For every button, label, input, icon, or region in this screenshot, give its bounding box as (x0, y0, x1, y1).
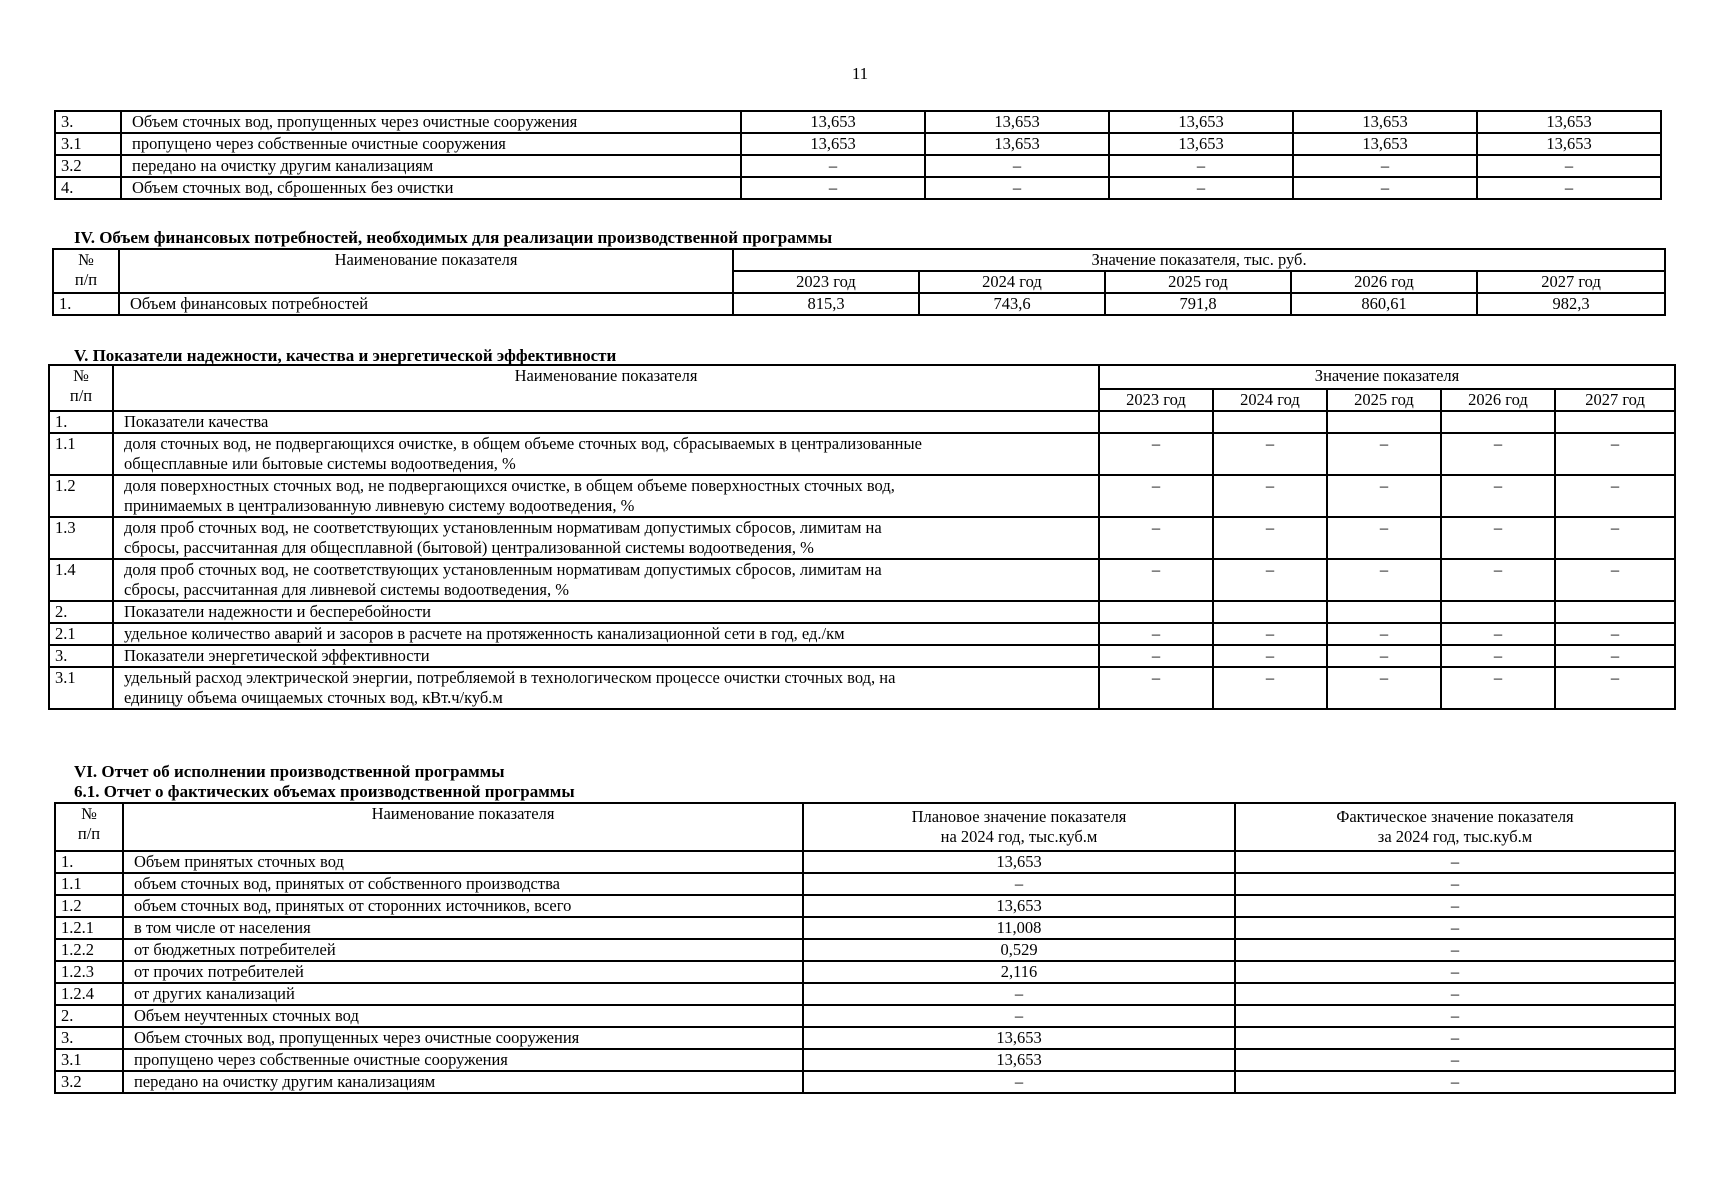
row-name-line2: принимаемых в централизованную ливневую систему водоотведения, % (124, 496, 635, 515)
year-header: 2026 год (1291, 271, 1477, 293)
row-number: 1.2 (49, 475, 113, 517)
row-value: – (1099, 475, 1213, 517)
table-row (55, 155, 1661, 177)
row-name-line1: доля проб сточных вод, не соответствующих установленным нормативам допустимых сбросов, лимитам на (124, 518, 882, 537)
row-name: Объем сточных вод, пропущенных через очистные сооружения (121, 111, 741, 133)
year-header: 2023 год (733, 271, 919, 293)
row-number: 1.1 (55, 873, 123, 895)
row-name (113, 433, 1099, 475)
row-value: 13,653 (925, 133, 1109, 155)
row-value (1327, 601, 1441, 623)
row-number: 3. (55, 1027, 123, 1049)
header-plan (803, 803, 1235, 851)
table-row (49, 559, 1675, 601)
row-value: 13,653 (1293, 111, 1477, 133)
section-6-1-title: 6.1. Отчет о фактических объемах производственной программы (74, 782, 575, 801)
row-plan: 13,653 (803, 895, 1235, 917)
row-fact: – (1235, 961, 1675, 983)
table-row (55, 1027, 1675, 1049)
row-value: 13,653 (1477, 111, 1661, 133)
row-plan: – (803, 1005, 1235, 1027)
row-name: передано на очистку другим канализациям (121, 155, 741, 177)
row-plan: – (803, 873, 1235, 895)
row-value: 13,653 (1109, 133, 1293, 155)
row-value: 13,653 (741, 111, 925, 133)
row-value: – (1555, 517, 1675, 559)
row-name: Объем сточных вод, пропущенных через очистные сооружения (123, 1027, 803, 1049)
header-num-line2: п/п (77, 824, 101, 843)
row-value: – (1441, 433, 1555, 475)
row-value: – (1099, 667, 1213, 709)
header-num (55, 803, 123, 851)
row-name-line2: сбросы, рассчитанная для общесплавной (бытовой) централизованной системы водоотведения, % (124, 538, 814, 557)
row-value (1213, 411, 1327, 433)
row-fact: – (1235, 1071, 1675, 1093)
row-fact: – (1235, 1005, 1675, 1027)
row-value: – (1213, 623, 1327, 645)
row-number: 1.2.4 (55, 983, 123, 1005)
row-value (1441, 411, 1555, 433)
table-row (55, 111, 1661, 133)
row-value: – (1441, 559, 1555, 601)
row-name: пропущено через собственные очистные сооружения (123, 1049, 803, 1071)
row-name-line1: доля проб сточных вод, не соответствующих установленным нормативам допустимых сбросов, лимитам на (124, 560, 882, 579)
row-name (113, 411, 1099, 433)
table-row (49, 645, 1675, 667)
row-name-line2: общесплавные или бытовые системы водоотведения, % (124, 454, 516, 473)
row-name-line2: единицу объема очищаемых сточных вод, кВт.ч/куб.м (124, 688, 503, 707)
header-name: Наименование показателя (113, 365, 1099, 411)
row-value: 815,3 (733, 293, 919, 315)
row-value: – (1555, 559, 1675, 601)
row-value: – (1477, 155, 1661, 177)
row-value: 13,653 (1477, 133, 1661, 155)
table-row (55, 939, 1675, 961)
row-name: Объем сточных вод, сброшенных без очистки (121, 177, 741, 199)
row-value: – (1099, 645, 1213, 667)
row-number: 3.1 (49, 667, 113, 709)
row-number: 2.1 (49, 623, 113, 645)
row-value: – (1555, 475, 1675, 517)
table-row (55, 133, 1661, 155)
row-plan: 13,653 (803, 1049, 1235, 1071)
row-fact: – (1235, 1027, 1675, 1049)
row-value: – (1441, 667, 1555, 709)
row-plan: 0,529 (803, 939, 1235, 961)
row-fact: – (1235, 851, 1675, 873)
row-value: – (1213, 433, 1327, 475)
row-number: 1.2.2 (55, 939, 123, 961)
row-number: 3.2 (55, 1071, 123, 1093)
row-value: – (1293, 177, 1477, 199)
header-plan-line1: Плановое значение показателя (911, 807, 1127, 826)
row-name: передано на очистку другим канализациям (123, 1071, 803, 1093)
header-num-line2: п/п (69, 386, 93, 405)
row-name (113, 475, 1099, 517)
header-name: Наименование показателя (123, 803, 803, 851)
header-plan-line2: на 2024 год, тыс.куб.м (940, 827, 1098, 846)
row-value: – (1213, 645, 1327, 667)
row-plan: 11,008 (803, 917, 1235, 939)
row-fact: – (1235, 895, 1675, 917)
row-name-line1: доля поверхностных сточных вод, не подвергающихся очистке, в общем объеме поверхностных сточных вод, (124, 476, 895, 495)
row-name (113, 667, 1099, 709)
row-name-line1: Показатели энергетической эффективности (124, 646, 430, 665)
row-value: – (1213, 475, 1327, 517)
row-value (1099, 411, 1213, 433)
row-name (113, 623, 1099, 645)
row-value: – (1555, 667, 1675, 709)
row-name: пропущено через собственные очистные сооружения (121, 133, 741, 155)
row-value: – (1477, 177, 1661, 199)
row-name: от других канализаций (123, 983, 803, 1005)
row-value: – (1213, 667, 1327, 709)
row-value: – (1109, 177, 1293, 199)
section-5-title: V. Показатели надежности, качества и энергетической эффективности (74, 346, 617, 365)
row-value: – (925, 177, 1109, 199)
row-value: – (1555, 433, 1675, 475)
row-number: 2. (55, 1005, 123, 1027)
table-row (55, 851, 1675, 873)
year-header: 2024 год (919, 271, 1105, 293)
row-value: 791,8 (1105, 293, 1291, 315)
row-plan: – (803, 983, 1235, 1005)
row-name: Объем неучтенных сточных вод (123, 1005, 803, 1027)
row-plan: 13,653 (803, 1027, 1235, 1049)
row-name: от бюджетных потребителей (123, 939, 803, 961)
year-header: 2025 год (1327, 389, 1441, 411)
row-number: 1.4 (49, 559, 113, 601)
row-value: – (1213, 517, 1327, 559)
year-header: 2024 год (1213, 389, 1327, 411)
row-value: – (1293, 155, 1477, 177)
header-num-line2: п/п (74, 270, 98, 289)
table-row (55, 1049, 1675, 1071)
row-value: – (1327, 475, 1441, 517)
row-number: 3. (49, 645, 113, 667)
row-number: 3. (55, 111, 121, 133)
row-fact: – (1235, 1049, 1675, 1071)
row-name-line1: удельный расход электрической энергии, потребляемой в технологическом процессе очистки сточных вод, на (124, 668, 896, 687)
year-header: 2027 год (1477, 271, 1665, 293)
table-row (55, 873, 1675, 895)
row-name-line1: Показатели надежности и бесперебойности (124, 602, 431, 621)
row-value: – (1327, 667, 1441, 709)
table-row (49, 411, 1675, 433)
header-fact-line1: Фактическое значение показателя (1336, 807, 1574, 826)
row-name: объем сточных вод, принятых от сторонних источников, всего (123, 895, 803, 917)
row-value: – (1441, 645, 1555, 667)
row-name: в том числе от населения (123, 917, 803, 939)
row-name: от прочих потребителей (123, 961, 803, 983)
row-value: – (1099, 433, 1213, 475)
header-num-line1: № (81, 804, 97, 823)
page-number: 11 (851, 64, 869, 83)
row-number: 3.1 (55, 133, 121, 155)
row-value: 13,653 (1109, 111, 1293, 133)
row-name-line2: сбросы, рассчитанная для ливневой системы водоотведения, % (124, 580, 569, 599)
row-value: – (1327, 645, 1441, 667)
row-value (1099, 601, 1213, 623)
row-value: 982,3 (1477, 293, 1665, 315)
row-value: – (1327, 559, 1441, 601)
header-value: Значение показателя (1099, 365, 1675, 389)
row-number: 2. (49, 601, 113, 623)
row-number: 1.2.1 (55, 917, 123, 939)
table-row (49, 601, 1675, 623)
table-row (55, 961, 1675, 983)
section-6-title: VI. Отчет об исполнении производственной программы (74, 762, 505, 781)
table-row (53, 293, 1665, 315)
row-value: – (1555, 623, 1675, 645)
row-value: 860,61 (1291, 293, 1477, 315)
row-number: 1.2 (55, 895, 123, 917)
row-value: – (925, 155, 1109, 177)
financial-needs-table (52, 248, 1666, 316)
row-value: – (1213, 559, 1327, 601)
table-row (55, 177, 1661, 199)
row-number: 1. (49, 411, 113, 433)
row-plan: 2,116 (803, 961, 1235, 983)
header-fact-line2: за 2024 год, тыс.куб.м (1377, 827, 1533, 846)
row-value: – (1327, 433, 1441, 475)
table-row (55, 895, 1675, 917)
row-name: Объем принятых сточных вод (123, 851, 803, 873)
row-number: 3.1 (55, 1049, 123, 1071)
row-value (1555, 601, 1675, 623)
row-value (1555, 411, 1675, 433)
row-name: объем сточных вод, принятых от собственного производства (123, 873, 803, 895)
row-value: – (741, 155, 925, 177)
header-num (53, 249, 119, 293)
row-value: – (1441, 475, 1555, 517)
row-fact: – (1235, 917, 1675, 939)
row-plan: 13,653 (803, 851, 1235, 873)
table-row (49, 623, 1675, 645)
row-number: 1.1 (49, 433, 113, 475)
row-name-line1: Показатели качества (124, 412, 269, 431)
row-value: – (1099, 517, 1213, 559)
header-fact (1235, 803, 1675, 851)
row-value: – (1099, 623, 1213, 645)
header-num-line1: № (73, 366, 89, 385)
section-4-title: IV. Объем финансовых потребностей, необходимых для реализации производственной программы (74, 228, 833, 247)
row-fact: – (1235, 873, 1675, 895)
row-value: 13,653 (1293, 133, 1477, 155)
row-name-line1: доля сточных вод, не подвергающихся очистке, в общем объеме сточных вод, сбрасываемых в централизованные (124, 434, 922, 453)
row-value: – (741, 177, 925, 199)
row-value: – (1327, 517, 1441, 559)
reliability-quality-table (48, 364, 1676, 710)
row-value: 743,6 (919, 293, 1105, 315)
table-row (49, 475, 1675, 517)
row-number: 1.3 (49, 517, 113, 559)
table-row (55, 917, 1675, 939)
row-value (1213, 601, 1327, 623)
table-row (49, 517, 1675, 559)
row-fact: – (1235, 983, 1675, 1005)
year-header: 2027 год (1555, 389, 1675, 411)
row-value: – (1441, 623, 1555, 645)
row-name-line1: удельное количество аварий и засоров в расчете на протяженность канализационной сети в год, ед./км (124, 624, 845, 643)
production-report-table (54, 802, 1676, 1094)
row-value: – (1099, 559, 1213, 601)
year-header: 2026 год (1441, 389, 1555, 411)
row-value: 13,653 (741, 133, 925, 155)
row-value (1327, 411, 1441, 433)
table-row (55, 1071, 1675, 1093)
header-num-line1: № (78, 250, 94, 269)
row-value: – (1327, 623, 1441, 645)
row-number: 4. (55, 177, 121, 199)
header-num (49, 365, 113, 411)
row-name (113, 559, 1099, 601)
header-value: Значение показателя, тыс. руб. (733, 249, 1665, 271)
row-number: 1. (55, 851, 123, 873)
row-name (113, 517, 1099, 559)
table-row (49, 433, 1675, 475)
year-header: 2025 год (1105, 271, 1291, 293)
row-plan: – (803, 1071, 1235, 1093)
row-name (113, 601, 1099, 623)
row-number: 1.2.3 (55, 961, 123, 983)
table-row (55, 1005, 1675, 1027)
row-name (113, 645, 1099, 667)
row-fact: – (1235, 939, 1675, 961)
row-number: 1. (53, 293, 119, 315)
row-value: 13,653 (925, 111, 1109, 133)
row-value: – (1109, 155, 1293, 177)
volumes-continuation-table (54, 110, 1662, 200)
row-value: – (1441, 517, 1555, 559)
row-name: Объем финансовых потребностей (119, 293, 733, 315)
row-number: 3.2 (55, 155, 121, 177)
row-value: – (1555, 645, 1675, 667)
header-name: Наименование показателя (119, 249, 733, 293)
table-row (55, 983, 1675, 1005)
table-row (49, 667, 1675, 709)
year-header: 2023 год (1099, 389, 1213, 411)
row-value (1441, 601, 1555, 623)
